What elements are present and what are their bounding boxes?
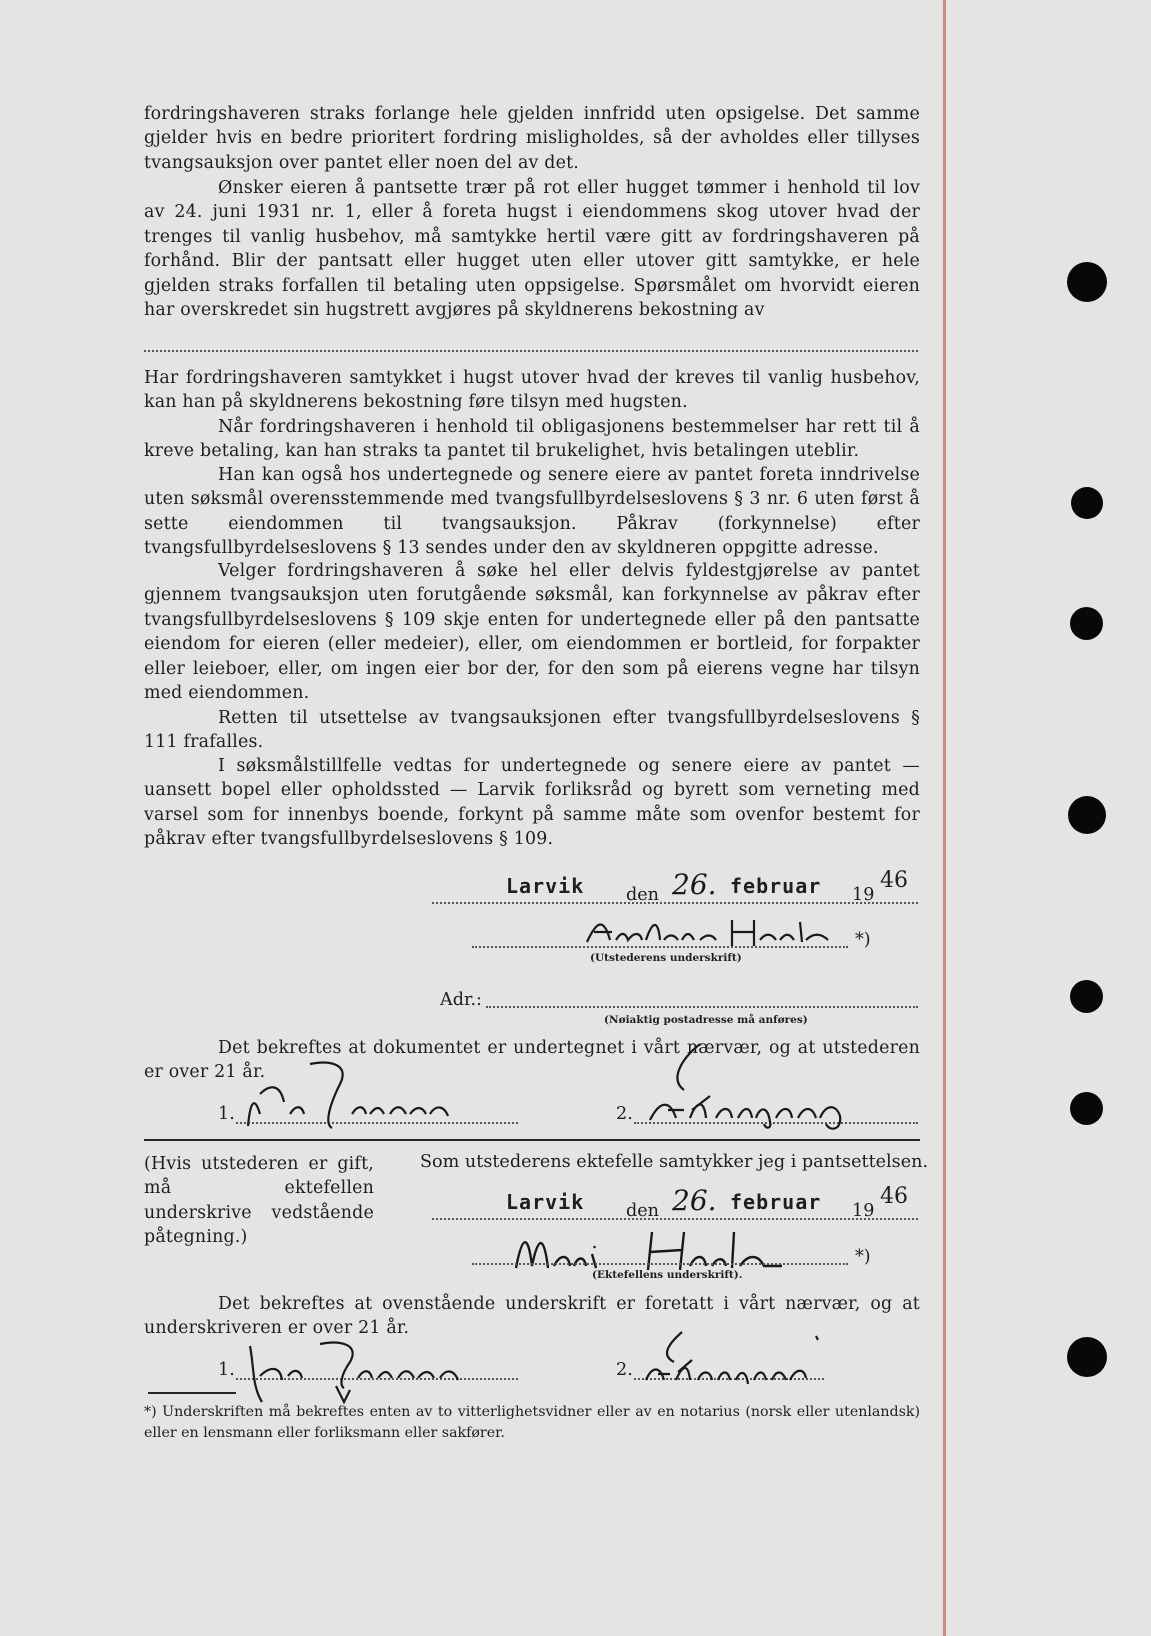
paragraph-postponement: Retten til utsettelse av tvangsauksjonen efter tvangsfullbyrdelseslovens § 111 frafalles. bbox=[144, 708, 920, 753]
spouse-date-den: den bbox=[626, 1201, 660, 1221]
date-year: 46 bbox=[880, 868, 908, 893]
spouse-date-century: 19 bbox=[852, 1201, 875, 1221]
date-den: den bbox=[626, 885, 660, 905]
spouse-date-line bbox=[432, 1218, 918, 1220]
paragraph-consent: Har fordringshaveren samtykket i hugst utover hvad der kreves til vanlig husbehov, kan han på skyldnerens bekostning føre tilsyn med hugsten. bbox=[144, 368, 920, 413]
paragraph-timber: Ønsker eieren å pantsette trær på rot eller hugget tømmer i henhold til lov av 24. juni 1931 nr. 1, eller å foreta hugst i eiendommens skog utover hvad der trenges til vanlig husbehov, må samtykke hertil være gitt av fordringshaveren på forhånd. Blir der pantsatt eller hugget uten eller utover gitt samtykke, er hele gjelden straks forfallen til betaling uten oppsigelse. Spørsmålet om hvorvidt eieren har overskredet sin hugstrett avgjøres på skyldnerens bekostning av bbox=[144, 178, 920, 321]
spouse-signature-line bbox=[472, 1263, 848, 1265]
date-month: februar bbox=[730, 874, 822, 898]
date-place: Larvik bbox=[506, 874, 585, 898]
witness1-number-2: 2. bbox=[616, 1104, 633, 1124]
punch-hole bbox=[1068, 796, 1106, 834]
paragraph-payment: Når fordringshaveren i henhold til obligasjonens bestemmelser har rett til å kreve betaling, kan han straks ta pantet til brukelighet, hvis betalingen uteblir. bbox=[144, 417, 920, 462]
paragraph-auction: Velger fordringshaveren å søke hel eller delvis fyldestgjørelse av pantet gjennem tvangsauksjon uten forutgående søksmål, kan forkynnelse av påkrav efter tvangsfullbyrdelseslovens § 109 skje enten for undertegnede eller på den pantsatte eiendom for eieren (eller medeier), eller, om eiendommen er bortleid, for forpakter eller leieboer, eller, om ingen eier bor der, for den som på eierens vegne har tilsyn med eiendommen. bbox=[144, 561, 920, 704]
punch-hole bbox=[1067, 262, 1107, 302]
footnote: *) Underskriften må bekreftes enten av to vitterlighetsvidner eller av en notarius (norsk eller utenlandsk) eller en lensmann eller forliksmann eller sakfører. bbox=[144, 1404, 920, 1441]
witness-statement-1: Det bekreftes at dokumentet er undertegnet i vårt nærvær, og at utstederen er over 21 år. bbox=[144, 1038, 920, 1083]
spouse-asterisk: *) bbox=[855, 1247, 871, 1267]
witness-statement-2: Det bekreftes at ovenstående underskrift er foretatt i vårt nærvær, og at underskriveren er over 21 år. bbox=[144, 1294, 920, 1339]
spouse-date-year: 46 bbox=[880, 1184, 908, 1209]
spouse-caption: (Ektefellens underskrift). bbox=[592, 1269, 743, 1281]
paragraph-collection: Han kan også hos undertegnede og senere eiere av pantet foreta inndrivelse uten søksmål overensstemmende med tvangsfullbyrdelseslovens § 3 nr. 6 uten først å sette eiendommen til tvangsauksjon. Påkrav (forkynnelse) efter tvangsfullbyrdelseslovens § 13 sendes under den av skyldneren oppgitte adresse. bbox=[144, 465, 920, 559]
witness2-number-2: 2. bbox=[616, 1360, 633, 1380]
spouse-date-day: 26. bbox=[672, 1184, 717, 1217]
spouse-note: (Hvis utstederen er gift, må ektefellen underskrive vedstående påtegning.) bbox=[144, 1154, 374, 1248]
issuer-asterisk: *) bbox=[855, 930, 871, 950]
witness1-number-1: 1. bbox=[218, 1104, 235, 1124]
punch-hole bbox=[1071, 487, 1103, 519]
blank-line bbox=[144, 350, 918, 352]
date-century: 19 bbox=[852, 885, 875, 905]
issuer-caption: (Utstederens underskrift) bbox=[590, 952, 742, 964]
date-line bbox=[432, 902, 918, 904]
section-divider bbox=[144, 1139, 920, 1141]
paragraph-venue: I søksmålstillfelle vedtas for undertegnede og senere eiere av pantet — uansett bopel eller opholdssted — Larvik forliksråd og byrett som verneting med varsel som for innenbys boende, forkynt på samme måte som ovenfor bestemt for påkrav efter tvangsfullbyrdelseslovens § 109. bbox=[144, 756, 920, 850]
paragraph-continuation: fordringshaveren straks forlange hele gjelden innfridd uten opsigelse. Det samme gjelder hvis en bedre prioritert fordring misligholdes, så der avholdes eller tillyses tvangsauksjon over pantet eller noen del av det. bbox=[144, 104, 920, 173]
margin-line bbox=[943, 0, 946, 1636]
address-line bbox=[486, 1006, 918, 1008]
punch-hole bbox=[1067, 1337, 1107, 1377]
spouse-date-month: februar bbox=[730, 1190, 822, 1214]
punch-hole bbox=[1070, 980, 1103, 1013]
issuer-signature-line bbox=[472, 946, 848, 948]
witness2-number-1: 1. bbox=[218, 1360, 235, 1380]
punch-hole bbox=[1070, 1092, 1103, 1125]
spouse-date-place: Larvik bbox=[506, 1190, 585, 1214]
punch-hole bbox=[1070, 607, 1103, 640]
address-label: Adr.: bbox=[440, 990, 482, 1010]
spouse-consent: Som utstederens ektefelle samtykker jeg i pantsettelsen. bbox=[420, 1152, 929, 1172]
date-day: 26. bbox=[672, 868, 717, 901]
footnote-rule bbox=[148, 1392, 236, 1394]
address-caption: (Nøiaktig postadresse må anføres) bbox=[604, 1014, 808, 1026]
